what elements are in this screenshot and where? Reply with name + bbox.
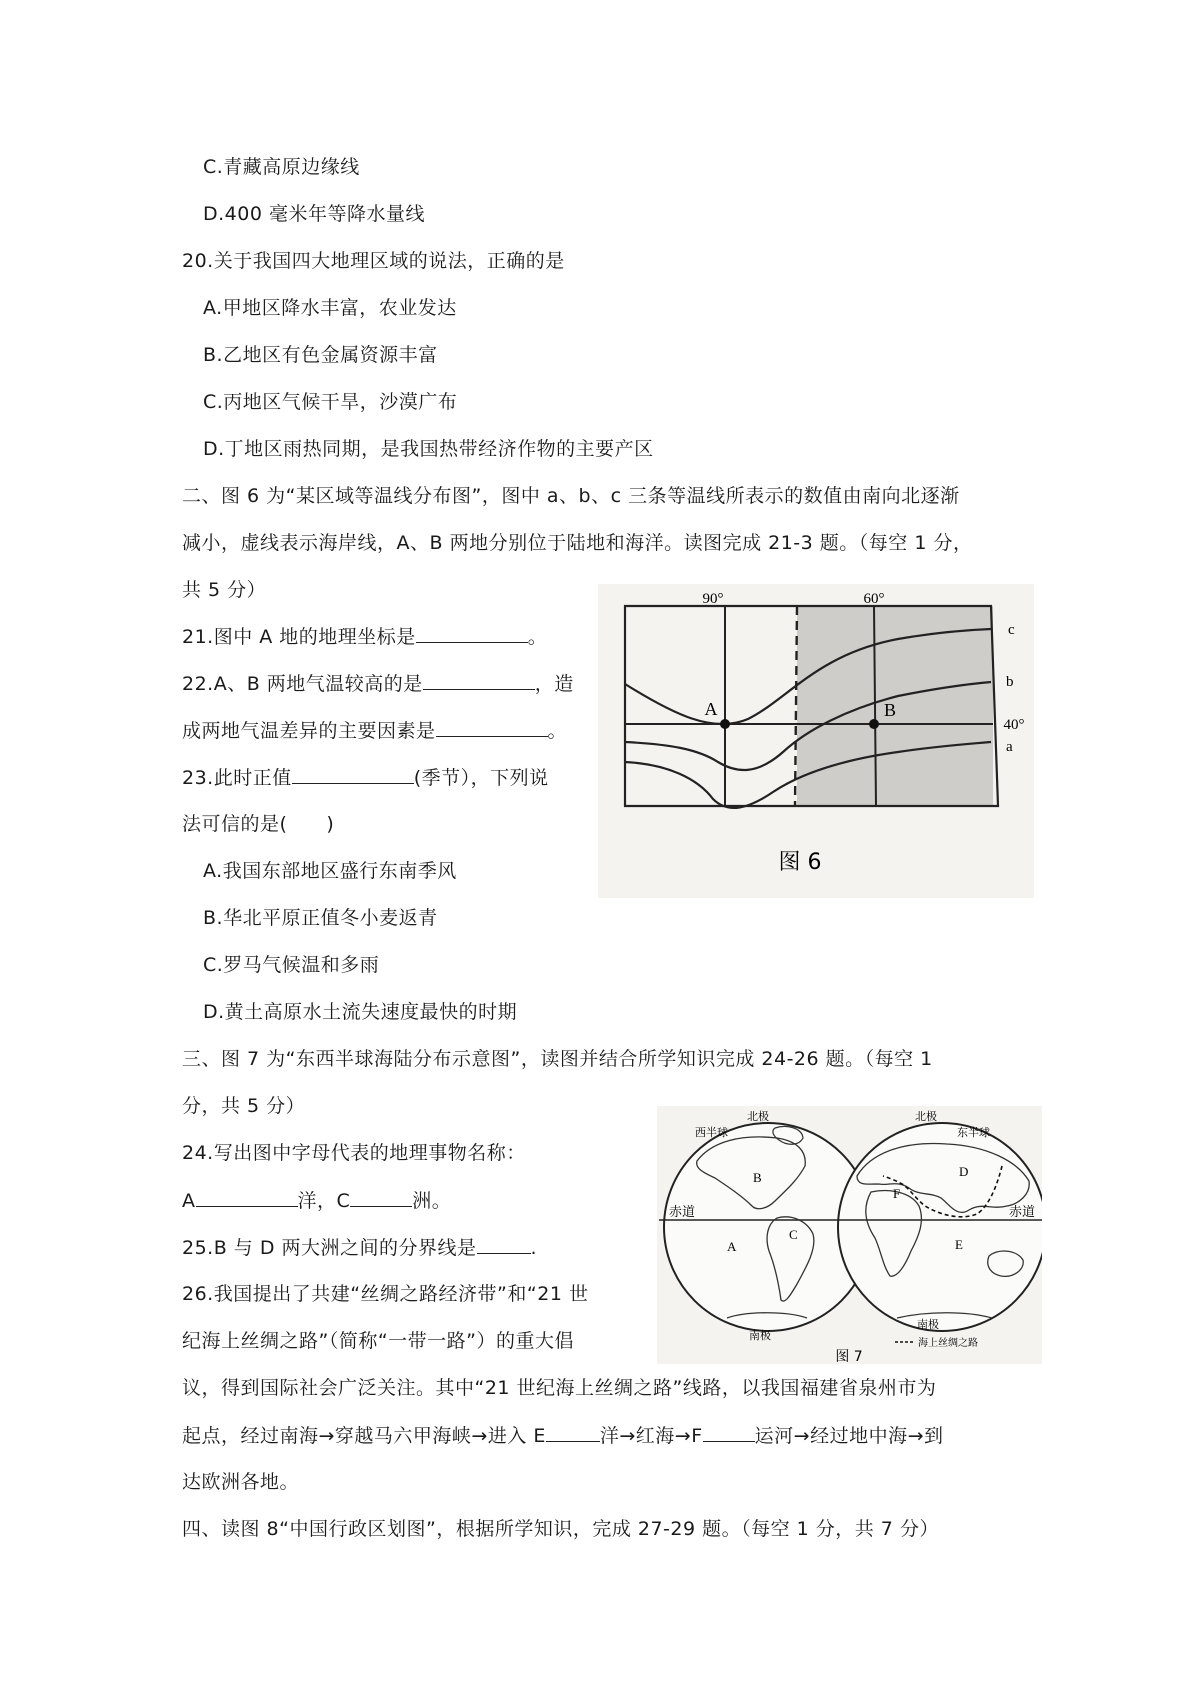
figure-6-caption: 图 6 (778, 850, 822, 875)
q22-blank-1[interactable] (423, 669, 535, 690)
q21-end: 。 (527, 626, 548, 648)
point-b-dot (869, 719, 879, 729)
q24-blank-a[interactable] (196, 1186, 298, 1207)
north-pole-left-label: 北极 (747, 1110, 769, 1123)
lat-40-label: 40° (1003, 717, 1025, 733)
q26-blank-e[interactable] (546, 1421, 600, 1442)
q20-stem: 20.关于我国四大地理区域的说法，正确的是 (182, 250, 565, 272)
q26-line-4 (182, 1421, 944, 1450)
q26-text-c: 运河→经过地中海→到 (754, 1425, 944, 1447)
q24-a-suffix: 洋，C (297, 1190, 351, 1212)
section4-intro: 四、读图 8“中国行政区划图”，根据所学知识，完成 27-29 题。（每空 1 分，共 7 分） (182, 1518, 939, 1540)
point-a-dot (720, 719, 730, 729)
q22-line-2 (182, 716, 567, 745)
label-a: A (727, 1239, 737, 1254)
label-d: D (959, 1164, 969, 1179)
q25-blank[interactable] (477, 1233, 531, 1254)
legend-label: 海上丝绸之路 (918, 1338, 978, 1349)
q23-line-1 (182, 763, 549, 792)
q23-option-c: C.罗马气候温和多雨 (203, 954, 380, 976)
q23-text-2: (季节），下列说 (413, 767, 549, 789)
point-a-label: A (704, 699, 718, 719)
q20-option-d: D.丁地区雨热同期，是我国热带经济作物的主要产区 (203, 438, 654, 460)
q24-answers (182, 1186, 451, 1215)
equator-left-label: 赤道 (669, 1205, 696, 1220)
q26-line-2: 纪海上丝绸之路”（简称“一带一路”）的重大倡 (182, 1330, 575, 1352)
q23-option-b: B.华北平原正值冬小麦返青 (203, 907, 438, 929)
south-pole-right-label: 南极 (917, 1318, 939, 1331)
east-hemisphere-label: 东半球 (957, 1126, 990, 1139)
q20-option-a: A.甲地区降水丰富，农业发达 (203, 297, 457, 319)
north-pole-right-label: 北极 (915, 1110, 937, 1123)
q22-text-2: ，造 (534, 673, 574, 695)
q22-text-3: 成两地气温差异的主要因素是 (182, 720, 436, 742)
q24-blank-c[interactable] (350, 1186, 412, 1207)
q22-text-4: 。 (547, 720, 568, 742)
figure-6-isotherm-map (598, 584, 1034, 898)
q24-stem: 24.写出图中字母代表的地理事物名称： (182, 1142, 526, 1164)
q23-blank[interactable] (292, 763, 414, 784)
q22-text-1: 22.A、B 两地气温较高的是 (182, 673, 423, 695)
label-c: C (789, 1227, 798, 1242)
q25-text: 25.B 与 D 两大洲之间的分界线是 (182, 1237, 477, 1259)
figure-7-caption: 图 7 (835, 1349, 863, 1364)
lon-90-label: 90° (702, 591, 724, 607)
q26-line-5: 达欧洲各地。 (182, 1471, 300, 1493)
isotherm-c-label: c (1008, 622, 1015, 638)
point-b-label: B (883, 700, 897, 720)
q24-a-prefix: A (182, 1190, 196, 1212)
section3-intro-1: 三、图 7 为“东西半球海陆分布示意图”，读图并结合所学知识完成 24-26 题。（每空 1 (182, 1048, 933, 1070)
lon-60-label: 60° (863, 591, 885, 607)
label-e: E (955, 1237, 963, 1252)
q26-blank-f[interactable] (703, 1421, 755, 1442)
equator-right-label: 赤道 (1009, 1205, 1036, 1220)
q22-blank-2[interactable] (436, 716, 548, 737)
q23-option-a: A.我国东部地区盛行东南季风 (203, 860, 457, 882)
q23-text-1: 23.此时正值 (182, 767, 292, 789)
isotherm-b-label: b (1006, 674, 1014, 690)
section2-intro-1: 二、图 6 为“某区域等温线分布图”，图中 a、b、c 三条等温线所表示的数值由南向北逐渐 (182, 485, 960, 507)
q23-option-d: D.黄土高原水土流失速度最快的时期 (203, 1001, 518, 1023)
label-b: B (753, 1170, 762, 1185)
q20-option-b: B.乙地区有色金属资源丰富 (203, 344, 438, 366)
section3-intro-2: 分，共 5 分） (182, 1095, 306, 1117)
label-f: F (893, 1186, 901, 1201)
isotherm-a-label: a (1006, 739, 1013, 755)
q21-blank[interactable] (416, 622, 528, 643)
q21 (182, 622, 547, 651)
section2-intro-2: 减小，虚线表示海岸线，A、B 两地分别位于陆地和海洋。读图完成 21-3 题。（每空 1 分， (182, 532, 973, 554)
q21-text: 21.图中 A 地的地理坐标是 (182, 626, 416, 648)
q19-option-c: C.青藏高原边缘线 (203, 156, 360, 178)
q20-option-c: C.丙地区气候干旱，沙漠广布 (203, 391, 458, 413)
figure-7-hemispheres-map (657, 1106, 1042, 1364)
q19-option-d: D.400 毫米年等降水量线 (203, 203, 425, 225)
q22-line-1 (182, 669, 574, 698)
q24-c-suffix: 洲。 (412, 1190, 452, 1212)
q26-text-b: 洋→红海→F (599, 1425, 703, 1447)
q25 (182, 1233, 537, 1262)
section2-intro-3: 共 5 分） (182, 579, 267, 601)
q26-line-1: 26.我国提出了共建“丝绸之路经济带”和“21 世 (182, 1283, 589, 1305)
q26-line-3: 议，得到国际社会广泛关注。其中“21 世纪海上丝绸之路”线路，以我国福建省泉州市为 (182, 1377, 937, 1399)
q26-text-a: 起点，经过南海→穿越马六甲海峡→进入 E (182, 1425, 546, 1447)
q25-end: . (530, 1237, 538, 1259)
west-hemisphere-label: 西半球 (695, 1126, 728, 1139)
south-pole-left-label: 南极 (749, 1329, 771, 1342)
q23-line-2: 法可信的是( ) (182, 813, 335, 835)
